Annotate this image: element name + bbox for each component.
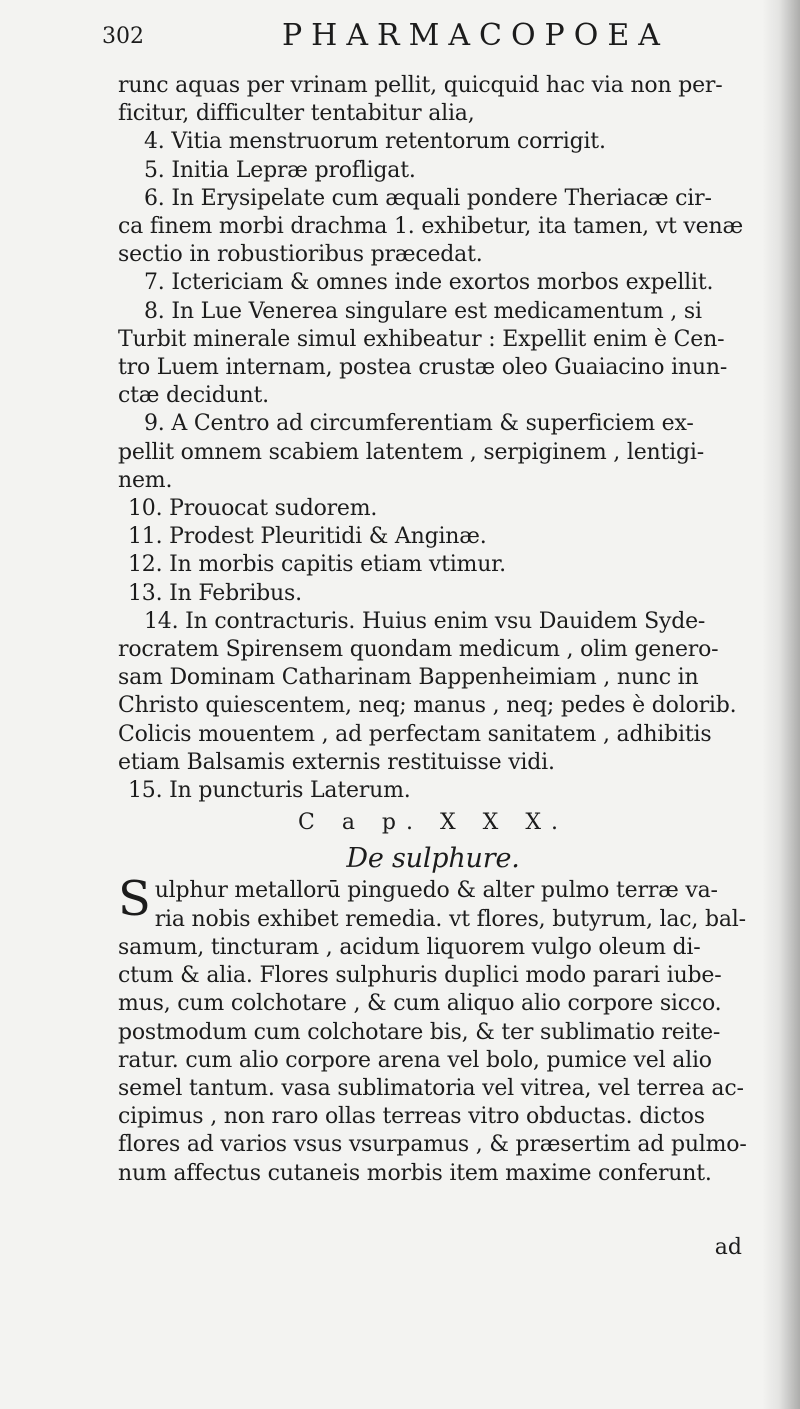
page-edge-shadow (762, 0, 800, 1409)
text-line: ctæ decidunt. (118, 383, 269, 409)
text-line: mus, cum colchotare , & cum aliquo alio corpore sicco. (118, 991, 722, 1017)
page-header (102, 18, 752, 58)
text-line: 10. Prouocat sudorem. (128, 496, 378, 522)
text-line: 5. Initia Lepræ profligat. (144, 157, 416, 183)
text-line: 4. Vitia menstruorum retentorum corrigit. (144, 129, 606, 155)
text-line: 15. In puncturis Laterum. (128, 778, 411, 804)
section-title: De sulphure. (346, 843, 520, 875)
text-line: 6. In Erysipelate cum æquali pondere Theriacæ cir- (144, 185, 712, 211)
catchword: ad (714, 1235, 742, 1260)
text-line: samum, tincturam , acidum liquorem vulgo oleum di- (118, 934, 701, 960)
text-line: sam Dominam Catharinam Bappenheimiam , nunc in (118, 665, 699, 691)
text-line: 9. A Centro ad circumferentiam & superficiem ex- (144, 411, 694, 437)
body-text (118, 72, 748, 1188)
text-line: flores ad varios vsus vsurpamus , & præsertim ad pulmo- (118, 1132, 747, 1158)
text-line: num affectus cutaneis morbis item maxime conferunt. (118, 1160, 712, 1186)
text-line: 13. In Febribus. (128, 580, 302, 606)
text-line: sectio in robustioribus præcedat. (118, 242, 483, 268)
text-line: Colicis mouentem , ad perfectam sanitatem , adhibitis (118, 721, 712, 747)
text-line: nem. (118, 467, 173, 493)
text-line: pellit omnem scabiem latentem , serpiginem , lentigi- (118, 439, 704, 465)
running-title: PHARMACOPOEA (282, 18, 669, 53)
text-line-content: ulphur metallorū pinguedo & alter pulmo terræ va- (154, 878, 718, 904)
text-line: ficitur, difficulter tentabitur alia, (118, 101, 475, 127)
text-line: Christo quiescentem, neq; manus , neq; pedes è dolorib. (118, 693, 737, 719)
page-number: 302 (102, 24, 144, 49)
text-line: 7. Ictericiam & omnes inde exortos morbos expellit. (144, 270, 714, 296)
text-line: semel tantum. vasa sublimatoria vel vitrea, vel terrea ac- (118, 1075, 744, 1101)
text-line: postmodum cum colchotare bis, & ter sublimatio reite- (118, 1019, 721, 1045)
text-line: runc aquas per vrinam pellit, quicquid hac via non per- (118, 73, 723, 98)
text-line: 8. In Lue Venerea singulare est medicamentum , si (144, 298, 702, 324)
text-line: 14. In contracturis. Huius enim vsu Dauidem Syde- (144, 608, 706, 634)
text-line: tro Luem internam, postea crustæ oleo Guaiacino inun- (118, 355, 728, 381)
text-line: 12. In morbis capitis etiam vtimur. (128, 552, 506, 578)
text-line: rocratem Spirensem quondam medicum , olim genero- (118, 637, 719, 663)
drop-capital: S (118, 871, 151, 928)
text-line: Turbit minerale simul exhibeatur : Expellit enim è Cen- (118, 326, 725, 352)
text-line: ratur. cum alio corpore arena vel bolo, pumice vel alio (118, 1047, 712, 1073)
text-line: etiam Balsamis externis restituisse vidi. (118, 749, 555, 775)
chapter-heading: C a p. X X X. (298, 810, 568, 836)
text-line: cipimus , non raro ollas terreas vitro obductas. dictos (118, 1104, 705, 1130)
text-line: 11. Prodest Pleuritidi & Anginæ. (128, 524, 487, 550)
text-line: ria nobis exhibet remedia. vt flores, butyrum, lac, bal- (154, 906, 746, 932)
text-line: ca finem morbi drachma 1. exhibetur, ita tamen, vt venæ (118, 214, 743, 240)
text-line: ctum & alia. Flores sulphuris duplici modo parari iube- (118, 963, 722, 989)
